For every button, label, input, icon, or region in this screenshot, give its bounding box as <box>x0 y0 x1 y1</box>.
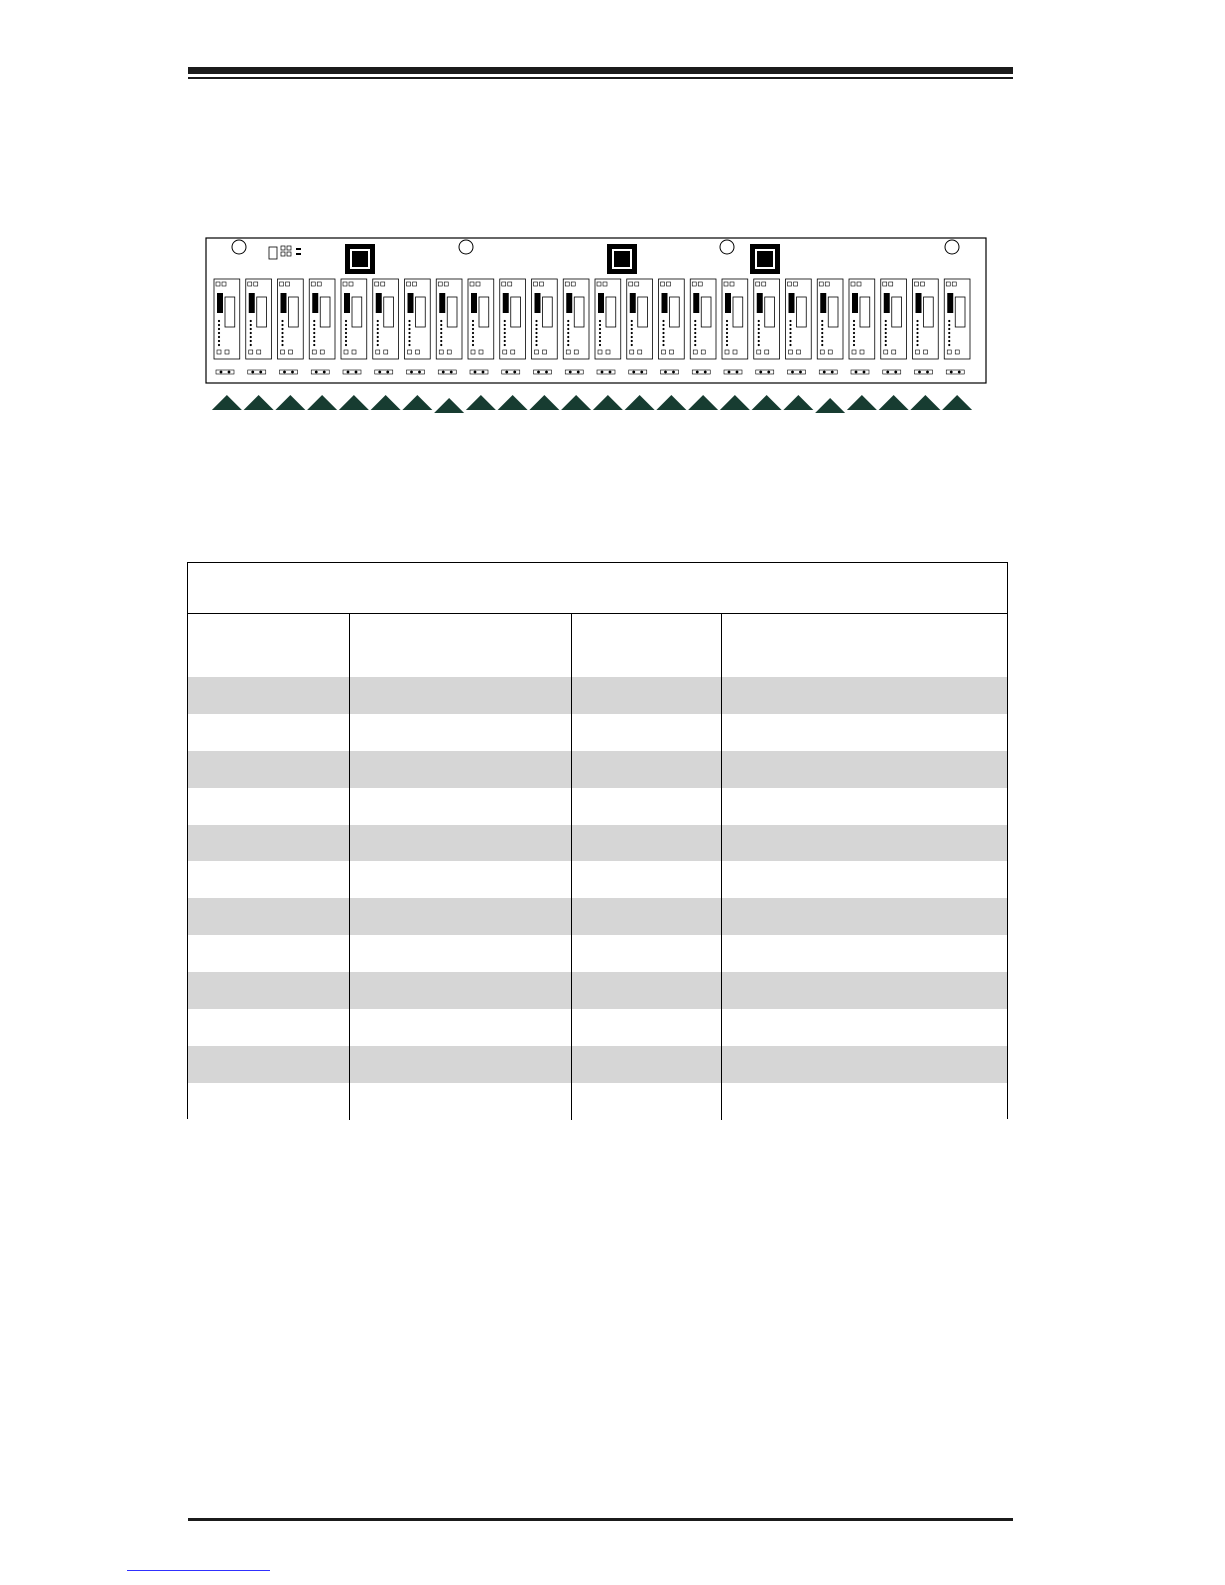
table-cell <box>349 1046 571 1083</box>
table-row <box>188 751 1007 788</box>
table-cell <box>721 1083 1007 1120</box>
table-cell <box>349 1009 571 1046</box>
table-cell <box>571 1046 721 1083</box>
backplane-table <box>187 562 1008 1119</box>
led-indicator-marker <box>339 395 369 410</box>
led-indicator-marker <box>720 395 750 410</box>
backplane-board-diagram <box>205 237 995 417</box>
table-header-row <box>188 614 1007 677</box>
led-indicator-marker <box>815 398 845 413</box>
led-indicator-marker <box>434 398 464 413</box>
table-cell <box>188 677 349 714</box>
led-indicator-marker <box>656 395 686 410</box>
led-indicator-marker <box>212 395 242 410</box>
led-indicator-marker <box>307 395 337 410</box>
table-row <box>188 898 1007 935</box>
column-header <box>188 614 349 677</box>
led-indicator-marker <box>752 395 782 410</box>
table-row <box>188 1046 1007 1083</box>
table-cell <box>188 825 349 862</box>
column-header <box>721 614 1007 677</box>
table-row <box>188 788 1007 825</box>
led-indicator-marker <box>466 395 496 410</box>
data-table <box>188 614 1007 1120</box>
footer-rule <box>188 1518 1013 1521</box>
table-cell <box>188 714 349 751</box>
table-cell <box>349 1083 571 1120</box>
table-cell <box>571 898 721 935</box>
table-row <box>188 677 1007 714</box>
table-row <box>188 1009 1007 1046</box>
led-indicator-marker <box>910 395 940 410</box>
controller-chip-2 <box>607 244 637 274</box>
led-indicator-marker <box>879 395 909 410</box>
table-cell <box>571 677 721 714</box>
led-indicator-marker <box>275 395 305 410</box>
led-indicator-marker <box>847 395 877 410</box>
table-cell <box>721 1046 1007 1083</box>
led-indicator-marker <box>783 395 813 410</box>
table-row <box>188 972 1007 1009</box>
led-indicator-marker <box>244 395 274 410</box>
controller-chip-1 <box>345 244 375 274</box>
led-indicator-marker <box>942 395 972 410</box>
table-cell <box>349 788 571 825</box>
backplane-figure <box>205 237 995 417</box>
column-header <box>349 614 571 677</box>
table-cell <box>571 788 721 825</box>
header-rule-thin <box>188 77 1013 79</box>
table-cell <box>571 861 721 898</box>
table-cell <box>349 714 571 751</box>
table-cell <box>721 677 1007 714</box>
table-cell <box>349 677 571 714</box>
table-cell <box>188 972 349 1009</box>
table-cell <box>721 935 1007 972</box>
led-indicator-marker <box>625 395 655 410</box>
led-indicator-marker <box>593 395 623 410</box>
table-row <box>188 1083 1007 1120</box>
table-cell <box>349 751 571 788</box>
table-cell <box>721 714 1007 751</box>
led-indicator-marker <box>529 395 559 410</box>
footer-link-underline[interactable] <box>127 1570 270 1571</box>
table-cell <box>571 714 721 751</box>
header-rule-thick <box>188 67 1013 74</box>
table-cell <box>349 825 571 862</box>
led-indicator-marker <box>561 395 591 410</box>
table-title <box>188 563 1007 614</box>
column-header <box>571 614 721 677</box>
table-cell <box>721 972 1007 1009</box>
table-cell <box>721 1009 1007 1046</box>
table-row <box>188 935 1007 972</box>
table-cell <box>188 1083 349 1120</box>
table-cell <box>571 751 721 788</box>
table-cell <box>571 972 721 1009</box>
table-cell <box>188 898 349 935</box>
table-cell <box>571 825 721 862</box>
table-cell <box>188 788 349 825</box>
table-cell <box>349 935 571 972</box>
table-row <box>188 714 1007 751</box>
table-cell <box>349 972 571 1009</box>
table-cell <box>721 898 1007 935</box>
table-cell <box>349 898 571 935</box>
led-indicator-marker <box>402 395 432 410</box>
table-cell <box>188 1009 349 1046</box>
controller-chip-3 <box>750 244 780 274</box>
table-row <box>188 861 1007 898</box>
led-indicator-marker <box>688 395 718 410</box>
table-cell <box>571 1083 721 1120</box>
table-cell <box>188 861 349 898</box>
table-cell <box>721 788 1007 825</box>
table-cell <box>188 751 349 788</box>
table-cell <box>571 935 721 972</box>
led-indicator-marker <box>498 395 528 410</box>
table-cell <box>349 861 571 898</box>
table-cell <box>571 1009 721 1046</box>
table-cell <box>188 935 349 972</box>
led-indicator-marker <box>371 395 401 410</box>
table-cell <box>721 751 1007 788</box>
table-row <box>188 825 1007 862</box>
table-cell <box>721 825 1007 862</box>
table-cell <box>188 1046 349 1083</box>
table-cell <box>721 861 1007 898</box>
